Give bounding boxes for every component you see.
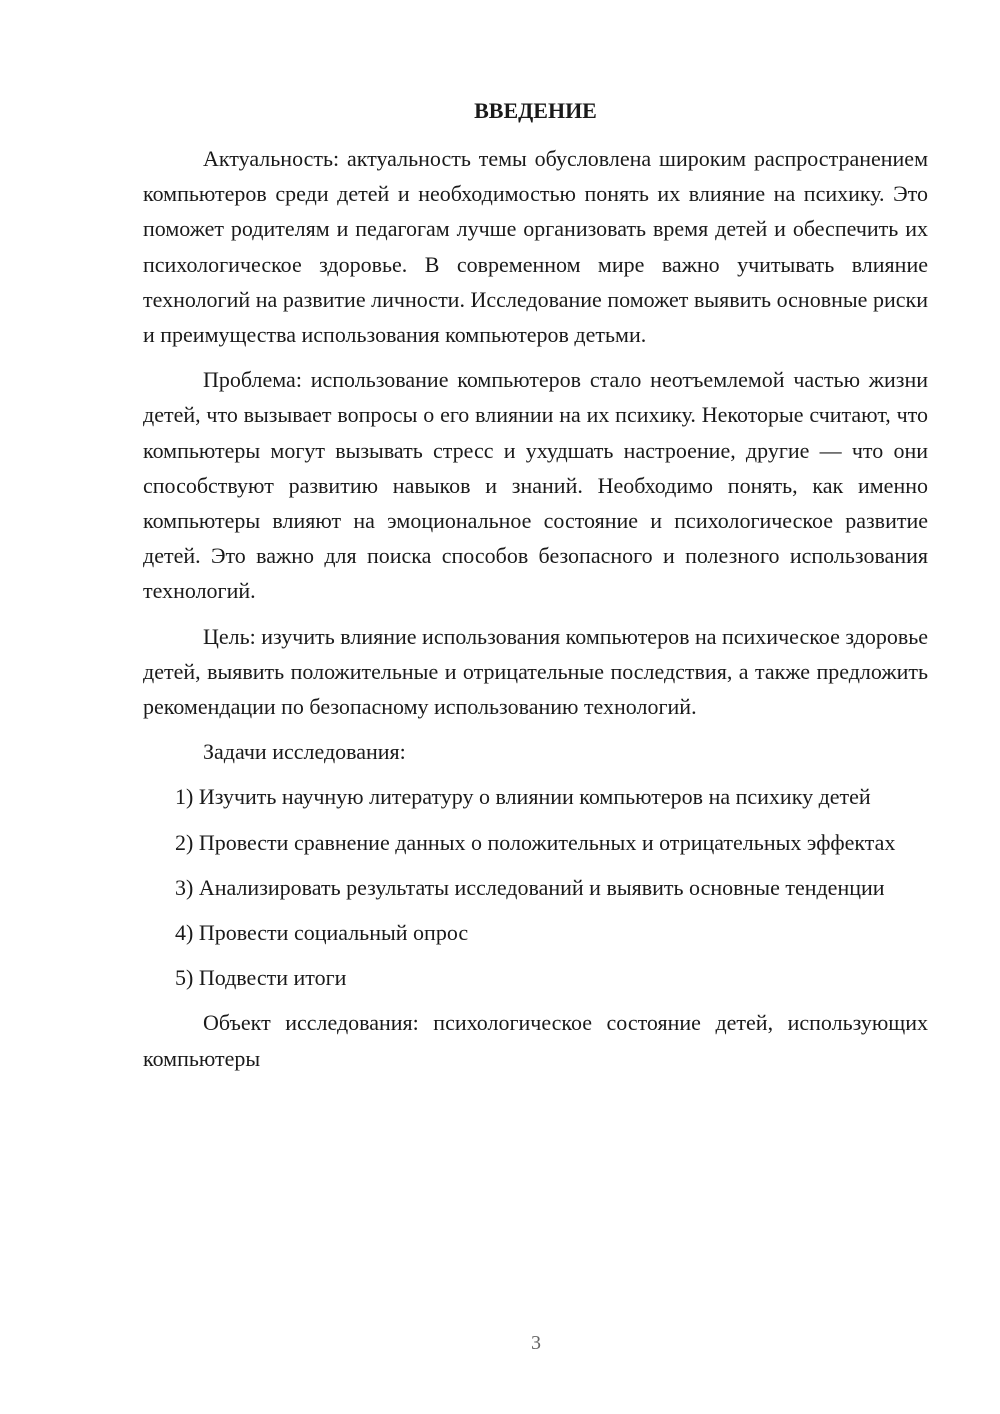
task-item: 5) Подвести итоги <box>175 965 347 991</box>
task-item: 1) Изучить научную литературу о влиянии компьютеров на психику детей <box>175 784 871 810</box>
paragraph-relevance: Актуальность: актуальность темы обусловлена широким распространением компьютеров среди детей и необходимостью понять их влияние на психику. Это поможет родителям и педагогам лучше организовать время детей и обеспечить их психологическое здоровье. В современном мире важно учитывать влияние технологий на развитие личности. Исследование поможет выявить основные риски и преимущества использования компьютеров детьми. <box>143 146 928 348</box>
document-page <box>143 93 928 1076</box>
paragraph-object: Объект исследования: психологическое состояние детей, использующих компьютеры <box>143 1010 928 1071</box>
tasks-heading: Задачи исследования: <box>203 739 406 765</box>
paragraph-goal: Цель: изучить влияние использования компьютеров на психическое здоровье детей, выявить положительные и отрицательные последствия, а также предложить рекомендации по безопасному использованию технологий. <box>143 623 929 720</box>
paragraph-problem: Проблема: использование компьютеров стало неотъемлемой частью жизни детей, что вызывает вопросы о его влиянии на их психику. Некоторые считают, что компьютеры могут вызывать стресс и ухудшать настроение, другие — что они способствуют развитию навыков и знаний. Необходимо понять, как именно компьютеры влияют на эмоциональное состояние и психологическое развитие детей. Это важно для поиска способов безопасного и полезного использования технологий. <box>143 367 928 604</box>
task-item: 2) Провести сравнение данных о положительных и отрицательных эффектах <box>175 829 896 855</box>
task-item: 3) Анализировать результаты исследований и выявить основные тенденции <box>175 874 885 900</box>
task-item: 4) Провести социальный опрос <box>175 920 469 946</box>
section-title: ВВЕДЕНИЕ <box>474 98 597 123</box>
page-number: 3 <box>531 1332 541 1354</box>
